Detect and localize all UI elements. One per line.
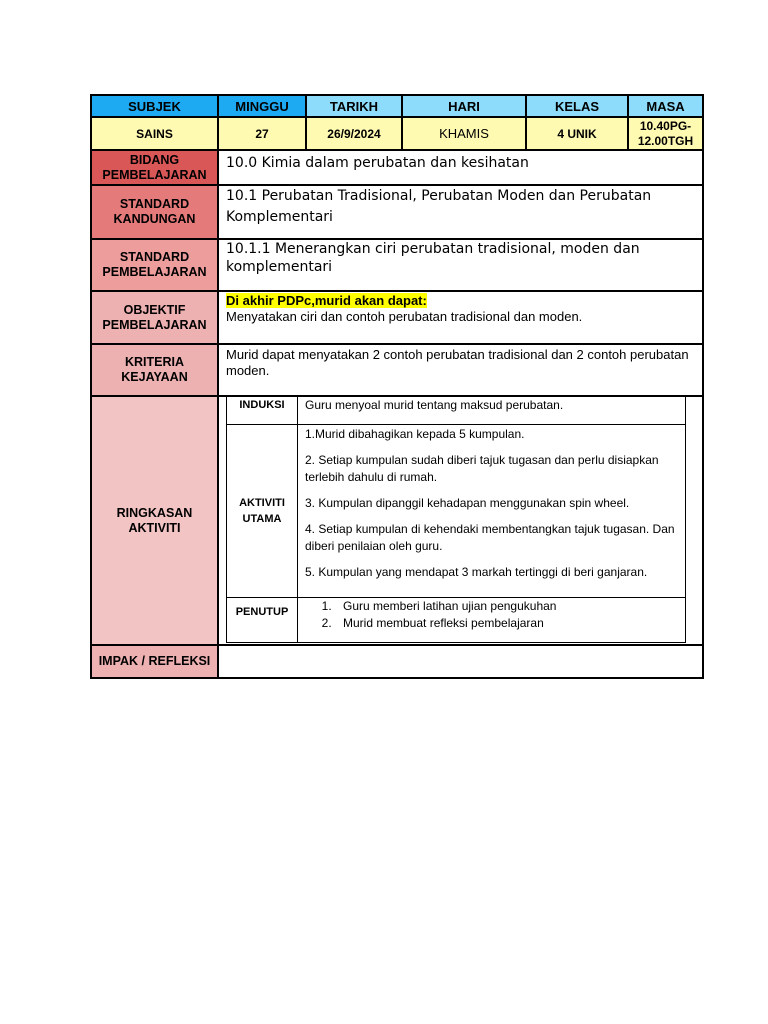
header-tarikh: TARIKH: [305, 96, 401, 116]
induksi-label: INDUKSI: [239, 399, 285, 411]
penutup-label: PENUTUP: [227, 597, 297, 642]
objektif-highlight: Di akhir PDPc,murid akan dapat:: [226, 293, 427, 308]
value-hari: KHAMIS: [401, 116, 525, 149]
aktiviti-item: 2. Setiap kumpulan sudah diberi tajuk tugasan dan perlu disiapkan terlebih dahulu di rumah.: [305, 453, 659, 484]
aktiviti-item: 4. Setiap kumpulan di kehendaki membentangkan tajuk tugasan. Dan diberi penilaian oleh guru.: [305, 522, 675, 553]
activities-table: [226, 396, 686, 643]
header-masa: MASA: [627, 96, 702, 116]
value-minggu: 27: [217, 116, 305, 149]
lesson-plan-table: [90, 94, 704, 679]
objektif-label: OBJEKTIF PEMBELAJARAN: [92, 290, 217, 343]
standard-kandungan-text: 10.1 Perubatan Tradisional, Perubatan Moden dan Perubatan Komplementari: [217, 184, 702, 238]
kriteria-text: Murid dapat menyatakan 2 contoh perubatan tradisional dan 2 contoh perubatan moden.: [217, 343, 702, 395]
standard-pembelajaran-text: 10.1.1 Menerangkan ciri perubatan tradisional, moden dan komplementari: [217, 238, 702, 290]
value-subjek: SAINS: [92, 116, 217, 149]
standard-pembelajaran-label: STANDARD PEMBELAJARAN: [92, 238, 217, 290]
aktiviti-utama-list: [297, 424, 686, 597]
header-minggu: MINGGU: [217, 96, 305, 116]
kriteria-label: KRITERIA KEJAYAAN: [92, 343, 217, 395]
objektif-cell: [217, 290, 702, 343]
impak-text: [217, 644, 702, 677]
aktiviti-item: 1.Murid dibahagikan kepada 5 kumpulan.: [305, 427, 525, 441]
aktiviti-item: 5. Kumpulan yang mendapat 3 markah tertinggi di beri ganjaran.: [305, 565, 648, 579]
induksi-text: Guru menyoal murid tentang maksud perubatan.: [297, 396, 686, 424]
bidang-text: 10.0 Kimia dalam perubatan dan kesihatan: [217, 149, 702, 184]
header-subjek: SUBJEK: [92, 96, 217, 116]
header-kelas: KELAS: [525, 96, 627, 116]
penutup-item: 2. Murid membuat refleksi pembelajaran: [335, 615, 679, 632]
aktiviti-item: 3. Kumpulan dipanggil kehadapan menggunakan spin wheel.: [305, 496, 630, 510]
value-masa: 10.40PG-12.00TGH: [627, 116, 702, 149]
aktiviti-utama-label: AKTIVITI UTAMA: [227, 424, 297, 597]
objektif-text: Menyatakan ciri dan contoh perubatan tradisional dan moden.: [226, 309, 583, 324]
value-tarikh: 26/9/2024: [305, 116, 401, 149]
impak-label: IMPAK / REFLEKSI: [92, 644, 217, 677]
standard-kandungan-label: STANDARD KANDUNGAN: [92, 184, 217, 238]
bidang-label: BIDANG PEMBELAJARAN: [92, 149, 217, 184]
penutup-list: [297, 597, 686, 642]
penutup-item: 1. Guru memberi latihan ujian pengukuhan: [335, 598, 679, 615]
header-hari: HARI: [401, 96, 525, 116]
value-kelas: 4 UNIK: [525, 116, 627, 149]
ringkasan-label: RINGKASAN AKTIVITI: [92, 395, 217, 644]
